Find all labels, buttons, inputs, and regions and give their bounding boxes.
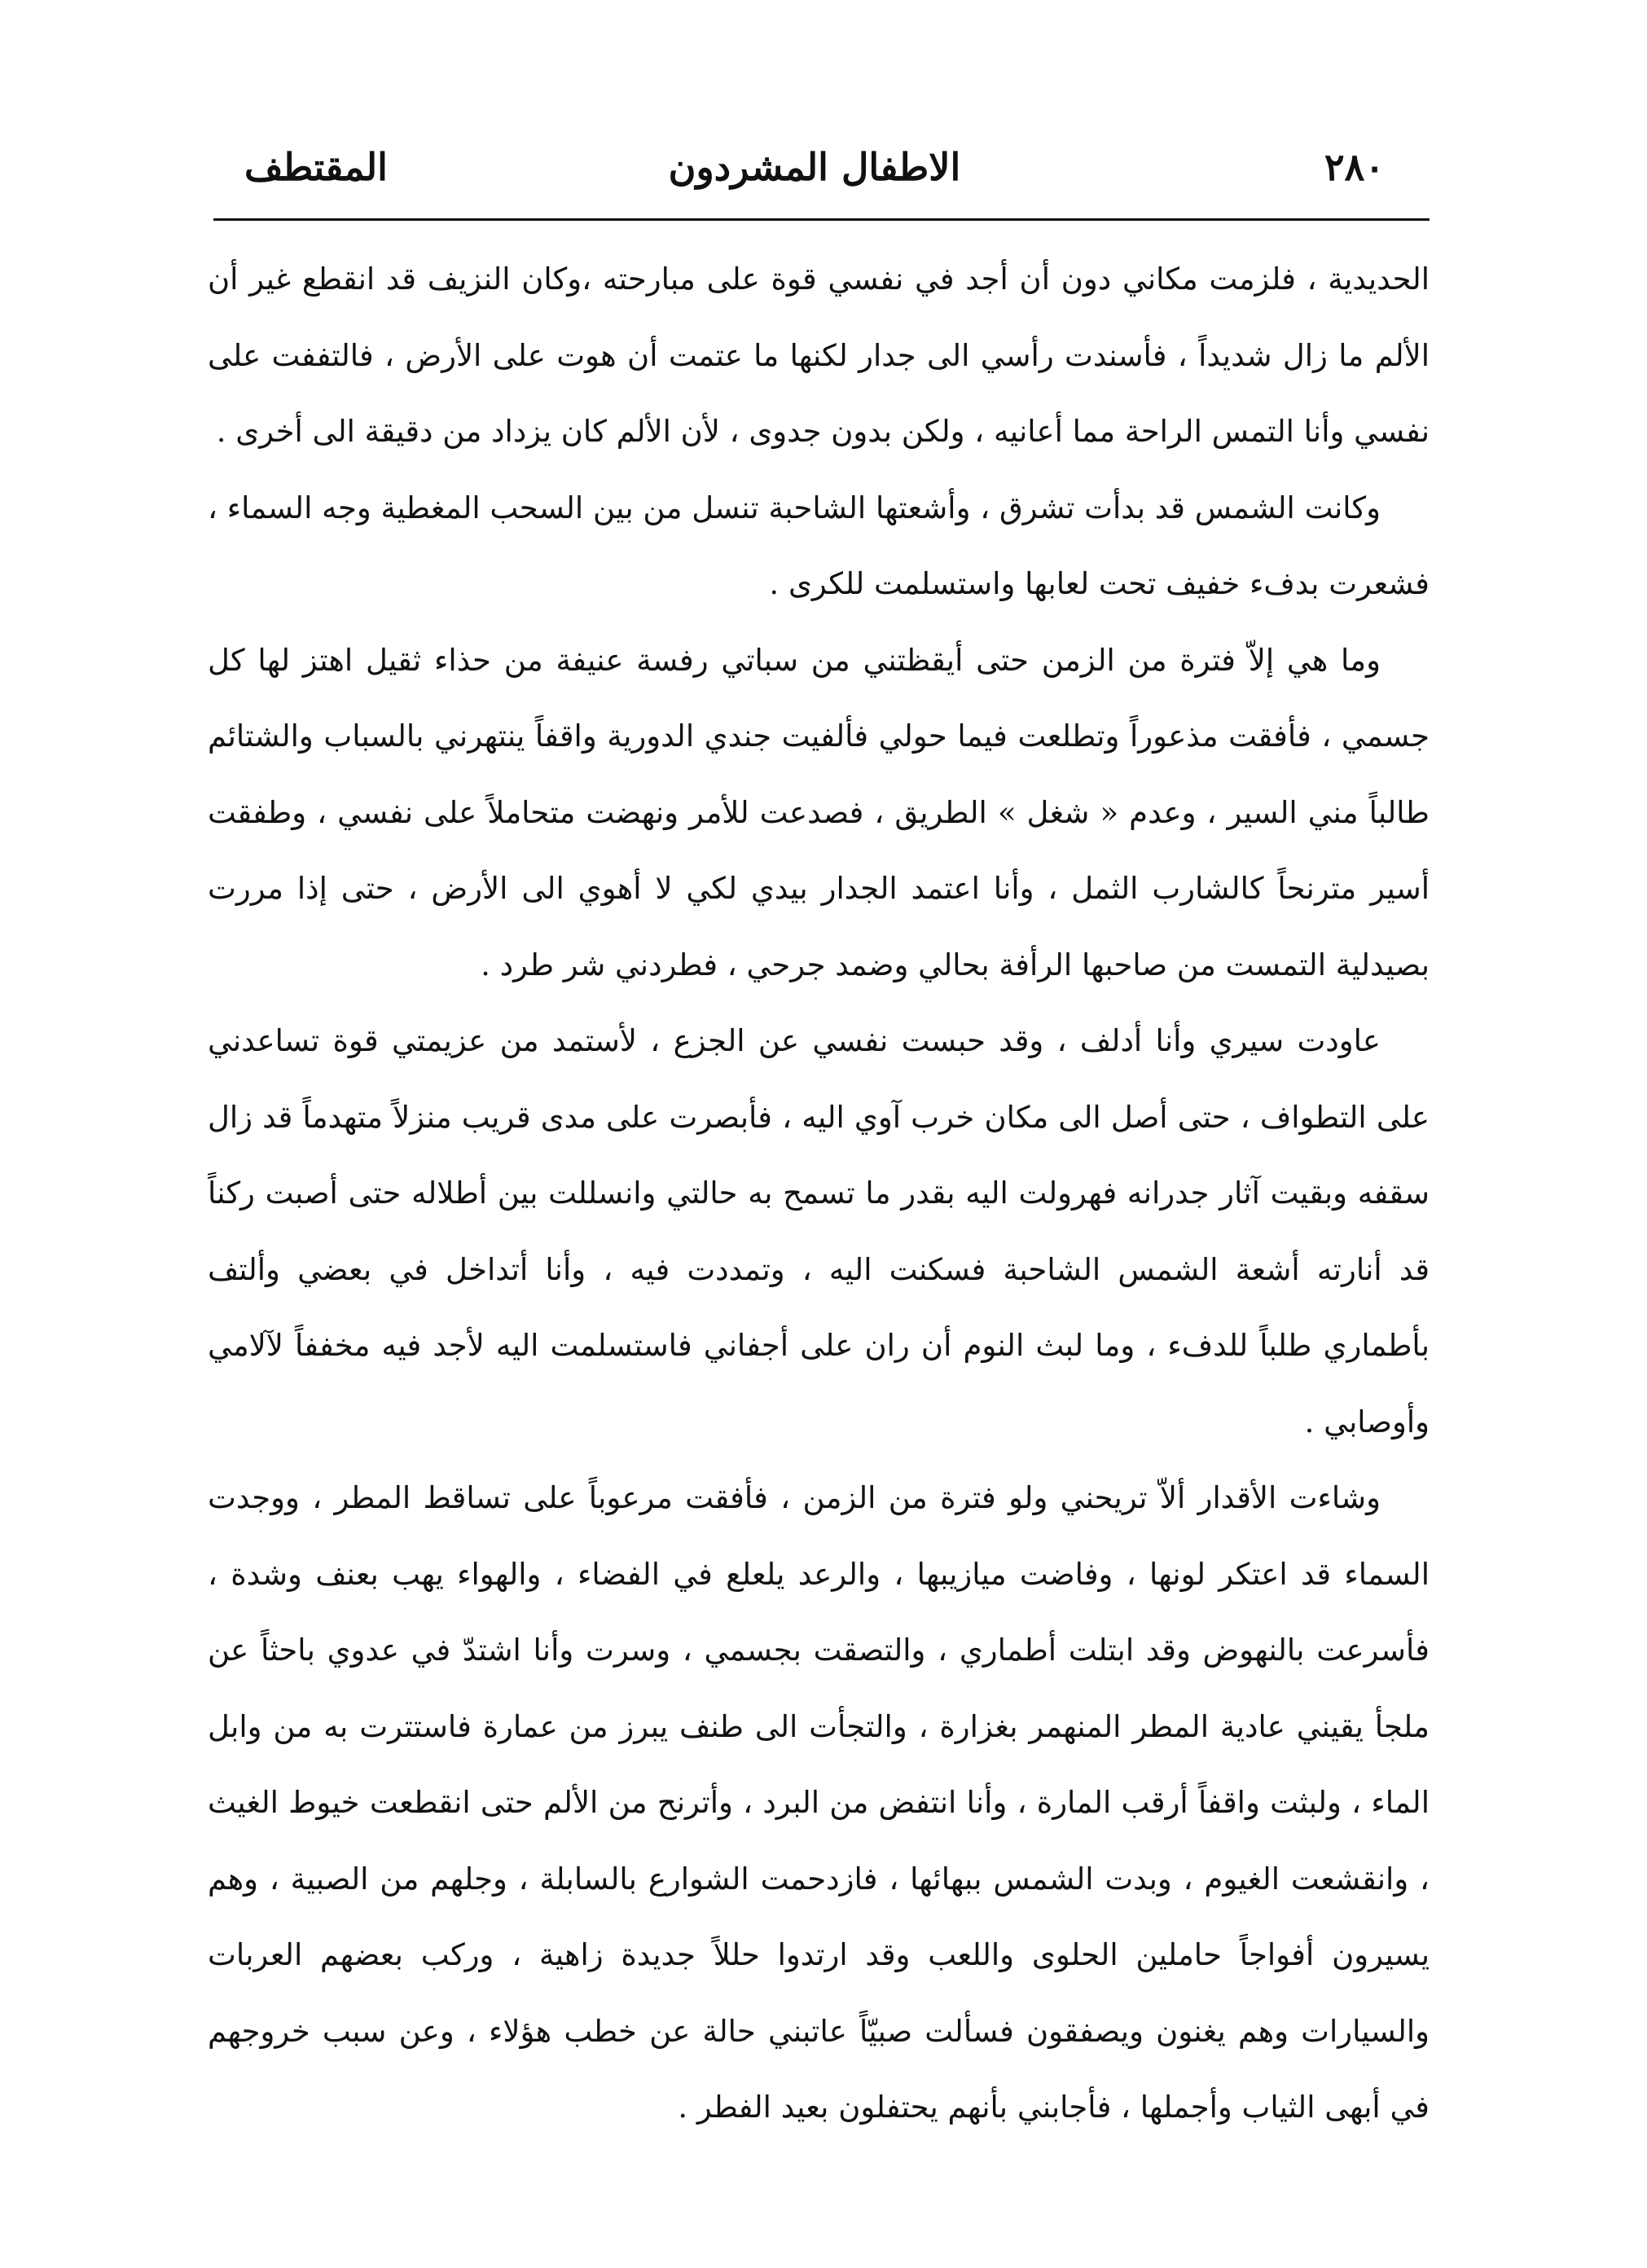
page-number: ٢٨٠ xyxy=(1324,145,1385,189)
article-body xyxy=(208,241,1430,2229)
journal-name: المقتطف xyxy=(244,145,388,189)
paragraph: وشاءت الأقدار ألاّ تريحني ولو فترة من الزمن ، فأفقت مرعوباً على تساقط المطر ، ووجدت السماء قد اعتكر لونها ، وفاضت ميازيبها ، والرعد يلعلع في الفضاء ، والهواء يهب بعنف وشدة ، فأسرعت بالنهوض وقد ابتلت أطماري ، والتصقت بجسمي ، وسرت وأنا اشتدّ في عدوي باحثاً عن ملجأ يقيني عادية المطر المنهمر بغزارة ، والتجأت الى طنف يبرز من عمارة فاستترت به من وابل الماء ، ولبثت واقفاً أرقب المارة ، وأنا انتفض من البرد ، وأترنح من الألم حتى انقطعت خيوط الغيث ، وانقشعت الغيوم ، وبدت الشمس ببهائها ، فازدحمت الشوارع بالسابلة ، وجلهم من الصبية ، وهم يسيرون أفواجاً حاملين الحلوى واللعب وقد ارتدوا حللاً جديدة زاهية ، وركب بعضهم العربات والسيارات وهم يغنون ويصفقون فسألت صبيّاً عاتبني حالة عن خطب هؤلاء ، وعن سبب خروجهم في أبهى الثياب وأجملها ، فأجابني بأنهم يحتفلون بعيد الفطر . xyxy=(208,1480,1430,2125)
article-title: الاطفال المشردون xyxy=(668,145,961,189)
running-header xyxy=(244,130,1385,204)
paragraph: وما هي إلاّ فترة من الزمن حتى أيقظتني من سباتي رفسة عنيفة من حذاء ثقيل اهتز لها كل جسمي ، فأفقت مذعوراً وتطلعت فيما حولي فألفيت جندي الدورية واقفاً ينتهرني بالسباب والشتائم طالباً مني السير ، وعدم « شغل » الطريق ، فصدعت للأمر ونهضت متحاملاً على نفسي ، وطفقت أسير مترنحاً كالشارب الثمل ، وأنا اعتمد الجدار بيدي لكي لا أهوي الى الأرض ، حتى إذا مررت بصيدلية التمست من صاحبها الرأفة بحالي وضمد جرحي ، فطردني شر طرد . xyxy=(208,642,1430,982)
header-rule xyxy=(213,218,1430,221)
paragraph: وكانت الشمس قد بدأت تشرق ، وأشعتها الشاحبة تنسل من بين السحب المغطية وجه السماء ، فشعرت بدفء خفيف تحت لعابها واستسلمت للكرى . xyxy=(208,490,1430,601)
paragraph: عاودت سيري وأنا أدلف ، وقد حبست نفسي عن الجزع ، لأستمد من عزيمتي قوة تساعدني على التطواف ، حتى أصل الى مكان خرب آوي اليه ، فأبصرت على مدى قريب منزلاً متهدماً قد زال سقفه وبقيت آثار جدرانه فهرولت اليه بقدر ما تسمح به حالتي وانسللت بين أطلاله حتى أصبت ركناً قد أنارته أشعة الشمس الشاحبة فسكنت اليه ، وتمددت فيه ، وأنا أتداخل في بعضي وألتف بأطماري طلباً للدفء ، وما لبث النوم أن ران على أجفاني فاستسلمت اليه لأجد فيه مخففاً لآلامي وأوصابي . xyxy=(208,1023,1430,1439)
paragraph: الحديدية ، فلزمت مكاني دون أن أجد في نفسي قوة على مبارحته ،وكان النزيف قد انقطع غير أن الألم ما زال شديداً ، فأسندت رأسي الى جدار لكنها ما عتمت أن هوت على الأرض ، فالتففت على نفسي وأنا التمس الراحة مما أعانيه ، ولكن بدون جدوى ، لأن الألم كان يزداد من دقيقة الى أخرى . xyxy=(208,262,1430,449)
